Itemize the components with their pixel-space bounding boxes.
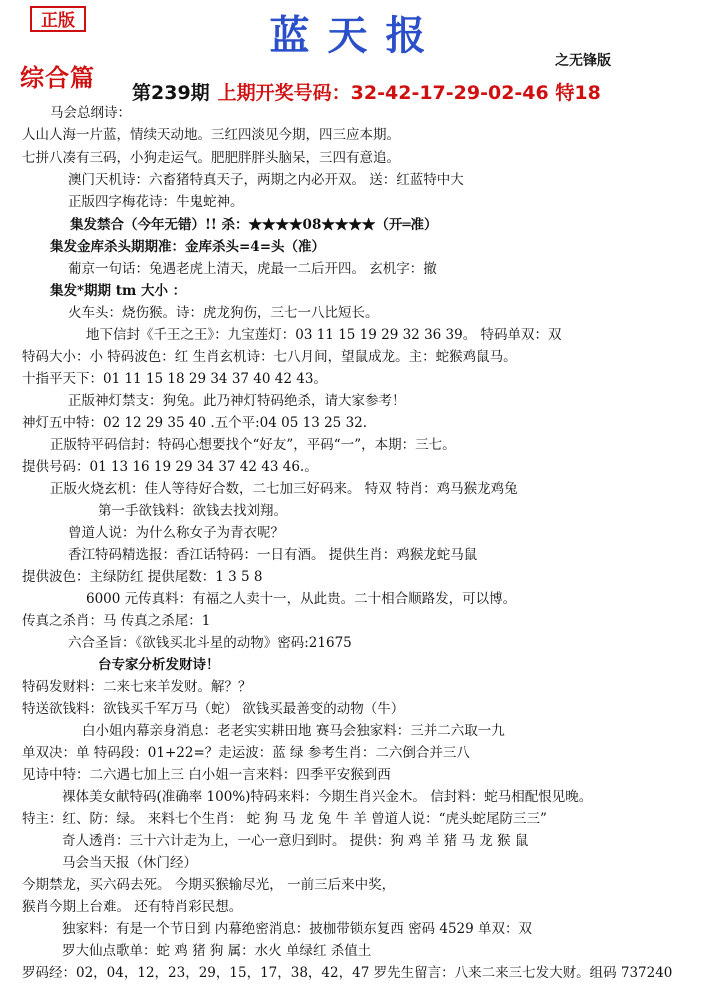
text-line: 罗大仙点歌单：蛇 鸡 猪 狗 属：水火 单绿红 杀值土: [62, 943, 372, 959]
text-line: 传真之杀肖：马 传真之杀尾：1: [22, 613, 211, 629]
text-line: 今期禁龙，买六码去死。 今期买猴输尽光， 一前三后来中奖，: [22, 877, 396, 893]
edition-label: 之无锋版: [555, 53, 611, 69]
text-line: 特码大小：小 特码波色：红 生肖玄机诗：七八月间，望鼠成龙。主：蛇猴鸡鼠马。: [22, 349, 517, 365]
text-line: 火车头：烧伤猴。诗：虎龙狗伤，三七一八比短长。: [68, 305, 379, 321]
text-line: 正版火烧玄机：佳人等待好合数，二七加三好码来。 特双 特肖：鸡马猴龙鸡兔: [50, 481, 518, 497]
text-line: 集发禁合（今年无错）!! 杀：★★★★08★★★★（开═准）: [70, 217, 438, 233]
issue-number: 第239期: [132, 82, 210, 104]
text-line: 曾道人说：为什么称女子为青衣呢？: [68, 525, 284, 541]
text-line: 马会当天报（休门经）: [62, 855, 197, 871]
genuine-badge: 正版: [30, 6, 86, 32]
text-line: 葡京一句话：兔遇老虎上清天，虎最一二后开四。 玄机字：撤: [68, 261, 437, 277]
text-line: 神灯五中特：02 12 29 35 40 .五个平:04 05 13 25 32.: [22, 415, 368, 431]
text-line: 单双决：单 特码段：01+22=？走运波：蓝 绿 参考生肖：二六倒合并三八: [22, 745, 470, 761]
text-line: 正版特平码信封：特码心想要找个“好友”，平码“一”，本期：三七。: [50, 437, 456, 453]
text-line: 特码发财料：二来七来羊发财。解？？: [22, 679, 252, 695]
text-line: 正版四字梅花诗：牛鬼蛇神。: [68, 194, 244, 210]
text-line: 特送欲钱料：欲钱买千军万马（蛇） 欲钱买最善变的动物（牛）: [22, 701, 405, 717]
text-line: 6000 元传真料：有福之人卖十一，从此贵。二十相合顺路发，可以博。: [86, 591, 517, 607]
text-line: 提供号码：01 13 16 19 29 34 37 42 43 46.。: [22, 459, 318, 475]
text-line: 裸体美女献特码(准确率 100%)特码来料：今期生肖兴金木。 信封料：蛇马相配恨见晚。: [62, 789, 593, 805]
text-line: 第一手欲钱料：欲钱去找刘翔。: [98, 503, 287, 519]
text-line: 正版神灯禁支：狗兔。此乃神灯特码绝杀，请大家参考！: [68, 393, 406, 409]
text-line: 集发金库杀头期期准：金库杀头=4=头（准）: [50, 239, 326, 255]
text-line: 马会总纲诗：: [50, 105, 131, 121]
text-line: 香江特码精选报：香江话特码：一日有酒。 提供生肖：鸡猴龙蛇马鼠: [68, 547, 478, 563]
text-line: 七拼八凑有三码，小狗走运气。肥肥胖胖头脑呆，三四有意追。: [22, 150, 400, 166]
text-line: 台专家分析发财诗！: [98, 657, 220, 673]
text-line: 猴肖今期上台难。 还有特肖彩民想。: [22, 899, 243, 915]
text-line: 澳门天机诗：六畜猪特真天子，两期之内必开双。 送：红蓝特中大: [68, 172, 464, 188]
text-line: 奇人透肖：三十六计走为上，一心一意归到时。 提供：狗 鸡 羊 猪 马 龙 猴 鼠: [62, 833, 529, 849]
text-line: 人山人海一片蓝，情续天动地。三红四淡见今期，四三应本期。: [22, 127, 400, 143]
text-line: 见诗中特：二六遇七加上三 白小姐一言来料：四季平安猴到西: [22, 767, 391, 783]
issue-row: [132, 78, 601, 105]
text-line: 罗码经：02，04，12，23，29，15，17，38，42，47 罗先生留言：八来二来三七发大财。组码 737240: [22, 965, 673, 981]
text-line: 特主：红、防：绿。 来料七个生肖： 蛇 狗 马 龙 兔 牛 羊 曾道人说：“虎头蛇尾防三三”: [22, 811, 547, 827]
newspaper-title: 蓝天报: [269, 12, 444, 59]
last-draw-numbers: 上期开奖号码：32-42-17-29-02-46 特18: [217, 82, 601, 104]
text-line: 集发*期期 tm 大小 ：: [50, 283, 187, 299]
text-line: 提供波色：主绿防红 提供尾数：1 3 5 8: [22, 569, 263, 585]
section-label: 综合篇: [20, 64, 95, 92]
text-line: 独家料：有是一个节日到 内幕绝密消息：披枷带锁东复西 密码 4529 单双：双: [62, 921, 533, 937]
text-line: 十指平天下：01 11 15 18 29 34 37 40 42 43。: [22, 371, 327, 387]
text-line: 白小姐内幕亲身消息：老老实实耕田地 赛马会独家料：三并二六取一九: [82, 723, 505, 739]
text-line: 地下信封《千王之王》：九宝莲灯：03 11 15 19 29 32 36 39。 特码单双：双: [86, 327, 562, 343]
text-line: 六合圣旨：《欲钱买北斗星的动物》密码:21675: [68, 635, 352, 651]
